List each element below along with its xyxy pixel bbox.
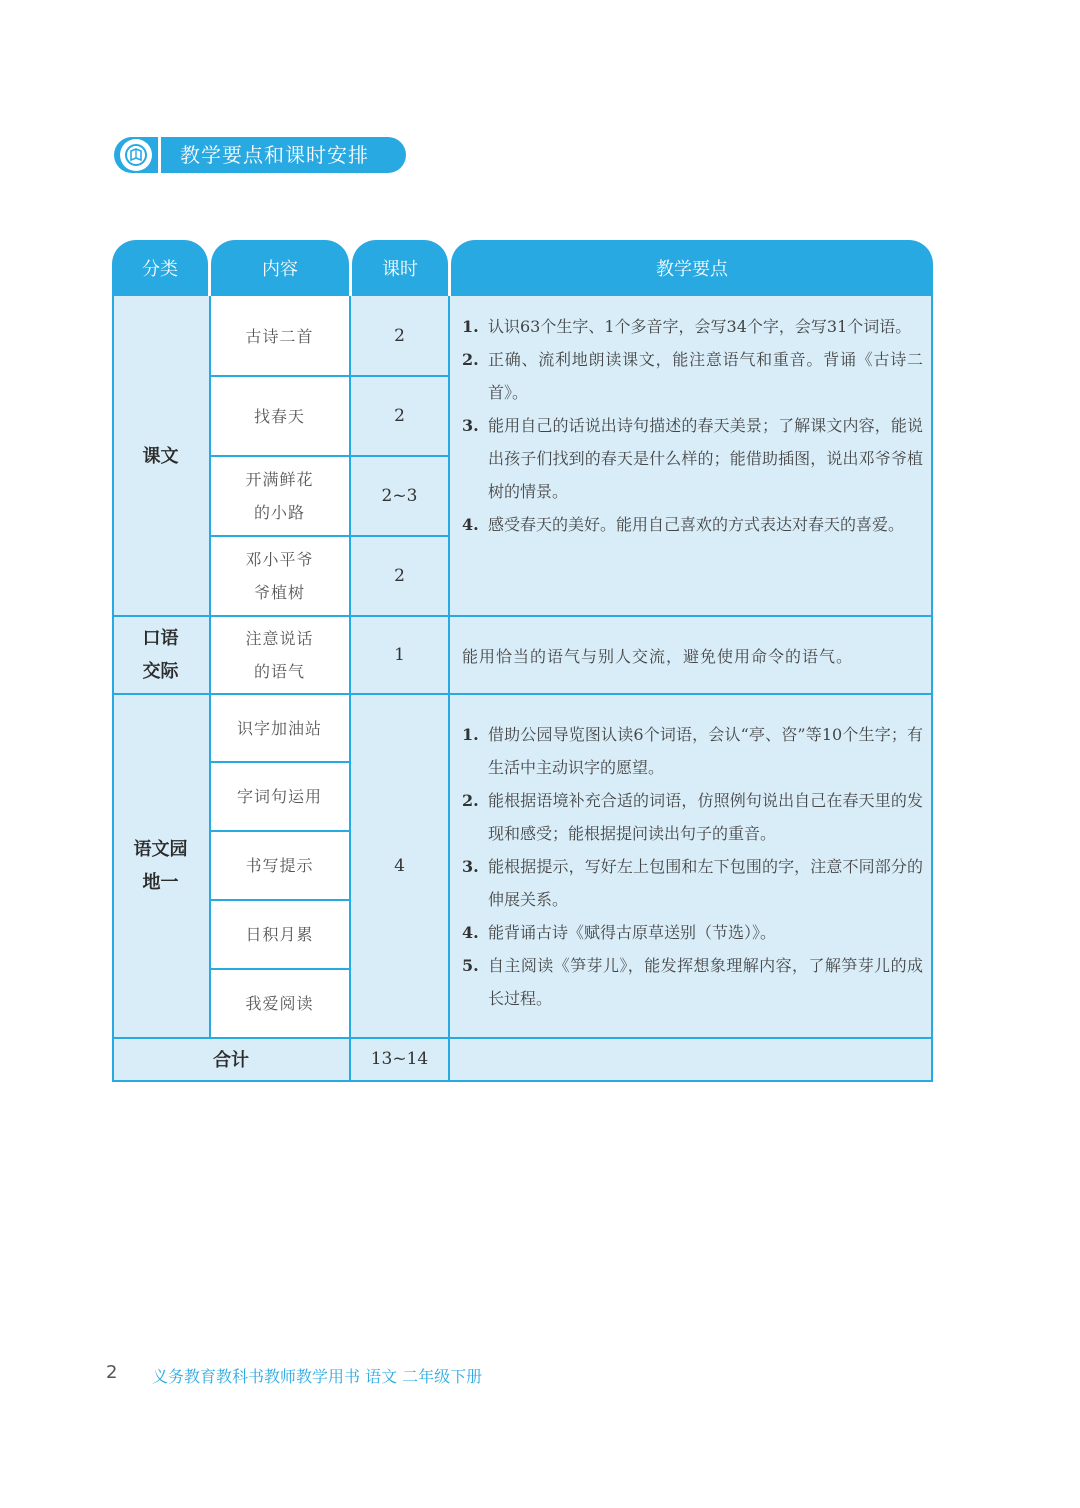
grid-line [349, 296, 351, 1080]
list-item: 2. 能根据语境补充合适的词语，仿照例句说出自己在春天里的发现和感受；能根据提问读出句子的重音。 [462, 791, 923, 843]
content-cell: 识字加油站 [209, 694, 350, 762]
content-cell: 字词句运用 [209, 762, 350, 831]
hours-cell: 2~3 [350, 456, 449, 536]
teaching-points-list [462, 718, 923, 1015]
grid-line [209, 830, 349, 832]
teaching-points-list [462, 310, 923, 541]
list-item: 1. 借助公园导览图认读6个词语，会认“亭、咨”等10个生字；有生活中主动识字的愿望。 [462, 725, 923, 777]
list-item: 1. 认识63个生字、1个多音字，会写34个字，会写31个词语。 [462, 317, 912, 336]
grid-line [209, 375, 449, 377]
hours-cell: 2 [350, 536, 449, 616]
content-cell [209, 616, 350, 694]
content-cell [209, 456, 350, 536]
book-title: 义务教育教科书教师教学用书 语文 二年级下册 [152, 1367, 483, 1386]
content-text: 注意说话的语气 [245, 629, 314, 681]
total-label: 合计 [112, 1038, 350, 1080]
points-cell-kewen [449, 296, 933, 616]
hours-cell: 2 [350, 296, 449, 376]
book-icon [120, 139, 152, 171]
grid-line [448, 296, 450, 1080]
content-cell: 日积月累 [209, 900, 350, 969]
content-cell: 书写提示 [209, 831, 350, 900]
list-item: 4. 能背诵古诗《赋得古原草送别（节选）》。 [462, 923, 777, 942]
content-cell: 古诗二首 [209, 296, 350, 376]
hours-cell: 2 [350, 376, 449, 456]
grid-line [209, 455, 449, 457]
category-kouyu: 口语交际 [112, 616, 209, 694]
content-cell: 找春天 [209, 376, 350, 456]
grid-line [209, 761, 349, 763]
header-points: 教学要点 [451, 240, 933, 296]
table-border [112, 296, 114, 1082]
hours-cell: 1 [350, 616, 449, 694]
table-border [931, 296, 933, 1082]
section-heading [114, 137, 406, 173]
grid-line [112, 1037, 933, 1039]
teaching-point: 能用恰当的语气与别人交流，避免使用命令的语气。 [462, 646, 854, 666]
category-yuandi: 语文园地一 [112, 694, 209, 1038]
list-item: 3. 能用自己的话说出诗句描述的春天美景；了解课文内容，能说出孩子们找到的春天是什么样的；能借助插图，说出邓爷爷植树的情景。 [462, 416, 923, 501]
grid-line [209, 899, 349, 901]
grid-line [209, 535, 449, 537]
heading-divider [158, 137, 161, 173]
content-cell: 我爱阅读 [209, 969, 350, 1038]
page-number: 2 [106, 1362, 118, 1383]
grid-line [209, 296, 211, 1038]
total-hours: 13~14 [350, 1038, 449, 1080]
header-content: 内容 [211, 240, 349, 296]
grid-line [209, 968, 349, 970]
grid-line [112, 693, 933, 695]
header-hours: 课时 [352, 240, 448, 296]
points-cell-kouyu [449, 616, 933, 694]
grid-line [112, 615, 933, 617]
content-cell [209, 536, 350, 616]
hours-cell: 4 [350, 694, 449, 1038]
content-text: 邓小平爷爷植树 [245, 550, 314, 602]
header-category: 分类 [112, 240, 208, 296]
list-item: 5. 自主阅读《笋芽儿》，能发挥想象理解内容，了解笋芽儿的成长过程。 [462, 956, 923, 1008]
category-kewen: 课文 [112, 296, 209, 616]
table-border [112, 1080, 933, 1082]
total-points-empty [449, 1038, 933, 1080]
list-item: 4. 感受春天的美好。能用自己喜欢的方式表达对春天的喜爱。 [462, 515, 905, 534]
section-title: 教学要点和课时安排 [180, 143, 369, 167]
points-cell-yuandi [449, 694, 933, 1038]
lesson-plan-table [112, 240, 933, 1082]
content-text: 开满鲜花的小路 [245, 470, 314, 522]
list-item: 2. 正确、流利地朗读课文，能注意语气和重音。背诵《古诗二首》。 [462, 350, 923, 402]
list-item: 3. 能根据提示，写好左上包围和左下包围的字，注意不同部分的伸展关系。 [462, 857, 923, 909]
